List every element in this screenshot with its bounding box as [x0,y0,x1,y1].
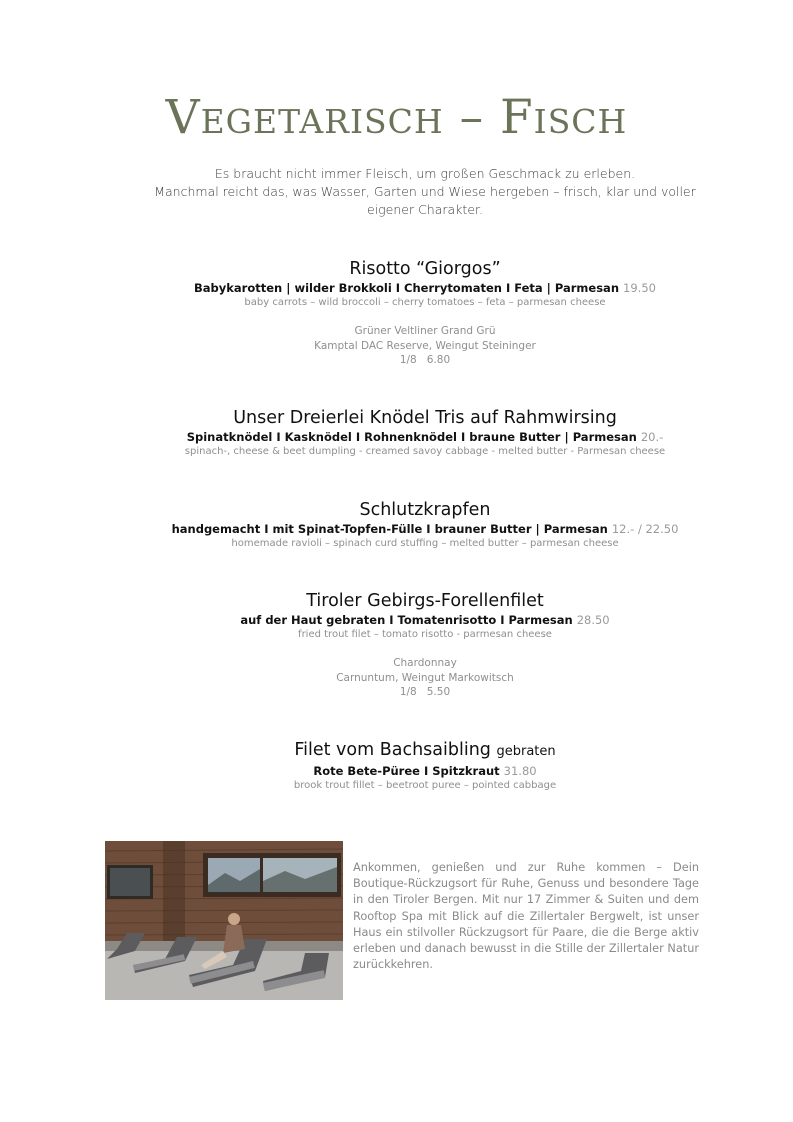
dish-description [60,612,790,628]
menu-item [60,258,790,368]
wine-origin: Carnuntum, Weingut Markowitsch [336,671,514,684]
dish-name: Unser Dreierlei Knödel Tris auf Rahmwirsing [233,408,617,428]
wine-origin: Kamptal DAC Reserve, Weingut Steininger [314,339,536,352]
dish-description-text: Spinatknödel I Kasknödel I Rohnenknödel I braune Butter | Parmesan [186,430,637,444]
menu-item [60,739,790,793]
terrace-photo [105,841,343,1000]
wine-pairing [60,656,790,700]
dish-price: 19.50 [623,281,656,295]
terrace-illustration [105,841,343,1000]
dish-english: baby carrots – wild broccoli – cherry tomatoes – feta – parmesan cheese [244,297,606,308]
menu-item [60,590,790,700]
dish-price: 31.80 [503,764,537,778]
wine-pairing [60,324,790,368]
dish-english: fried trout filet – tomato risotto - parmesan cheese [298,629,552,640]
dish-english: homemade ravioli – spinach curd stuffing – melted butter – parmesan cheese [231,538,619,549]
dish-name: Filet vom Bachsaibling [294,740,491,760]
wine-price: 1/8 5.50 [399,686,451,698]
menu-item [60,499,790,551]
dish-description-text: auf der Haut gebraten I Tomatenrisotto I Parmesan [240,613,573,627]
intro-line: Manchmal reicht das, was Wasser, Garten und Wiese hergeben – frisch, klar und voller eigener Charakter. [154,184,696,217]
wine-name: Grüner Veltliner Grand Grü [354,325,496,337]
dish-description [60,521,790,537]
wine-price: 1/8 6.80 [399,354,451,366]
dish-name: Tiroler Gebirgs-Forellenfilet [306,591,544,611]
dish-price: 20.- [640,430,664,444]
dish-english: spinach-, cheese & beet dumpling - creamed savoy cabbage - melted butter - Parmesan cheese [184,446,666,457]
about-text: Ankommen, genießen und zur Ruhe kommen – Dein Boutique-Rückzugsort für Ruhe, Genuss und besondere Tage in den Tiroler Bergen. Mit nur 17 Zimmer & Suiten und dem Rooftop Spa mit Blick auf die Zillertaler Bergwelt, ist unser Haus ein stilvoller Rückzugsort für Paare, die die Berge aktiv erleben und danach bewusst in die Stille der Zillertaler Natur zurückkehren. [353,861,699,972]
intro-line: Es braucht nicht immer Fleisch, um großen Geschmack zu erleben. [214,166,636,181]
dish-description-text: Babykarotten | wilder Brokkoli I Cherrytomaten I Feta | Parmesan [194,281,620,295]
dish-description [60,429,790,445]
dish-name-suffix: gebraten [496,744,556,759]
dish-price: 28.50 [576,613,610,627]
dish-description-text: Rote Bete-Püree I Spitzkraut [313,764,500,778]
wine-name: Chardonnay [393,657,457,669]
dish-description [60,763,790,779]
menu-item [60,407,790,459]
dish-description-text: handgemacht I mit Spinat-Topfen-Fülle I brauner Butter | Parmesan [171,522,608,536]
dish-description [60,280,790,296]
page-title: Vegetarisch – Fisch [165,90,628,145]
dish-name: Risotto “Giorgos” [349,259,501,279]
intro-text [150,165,700,219]
dish-name-line [60,739,790,763]
dish-price: 12.- / 22.50 [611,522,679,536]
dish-english: brook trout fillet – beetroot puree – pointed cabbage [293,780,557,791]
dish-name: Schlutzkrapfen [359,500,491,520]
